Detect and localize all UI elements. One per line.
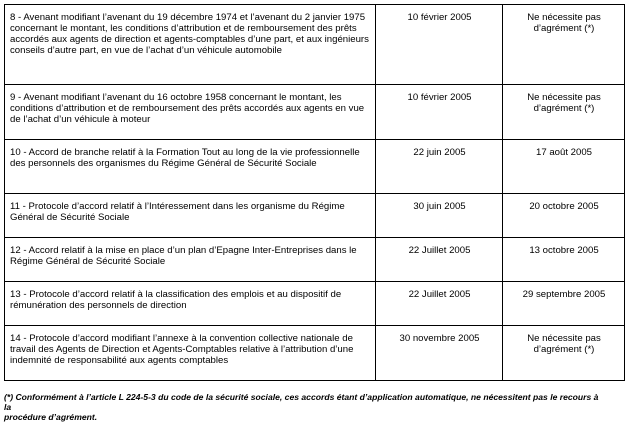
table-row [5,5,625,85]
table-row [5,326,625,381]
accord-date: 30 novembre 2005 [376,326,503,381]
accord-description: 8 - Avenant modifiant l’avenant du 19 décembre 1974 et l’avenant du 2 janvier 1975 concernant le montant, les conditions d’attribution et de remboursement des prêts accordés aux agents de direction et agents-comptables d’une part, et aux ingénieurs conseils d’autre part, en vue de l’achat d’un véhicule automobile [5,5,376,85]
table-row [5,238,625,282]
accord-date: 22 Juillet 2005 [376,282,503,326]
footnote: (*) Conformément à l’article L 224-5-3 du code de la sécurité sociale, ces accords étant d’application automatique, ne nécessitent pas le recours à la procédure d’agrément. [4,392,599,422]
agrement-status: 20 octobre 2005 [503,194,625,238]
accord-date: 10 février 2005 [376,5,503,85]
agrement-status: Ne nécessite pas d’agrément (*) [503,326,625,381]
agrement-status: 17 août 2005 [503,140,625,194]
accord-description: 10 - Accord de branche relatif à la Formation Tout au long de la vie professionnelle des personnels des organismes du Régime Général de Sécurité Sociale [5,140,376,194]
accord-date: 10 février 2005 [376,85,503,140]
table-row [5,194,625,238]
table-row [5,85,625,140]
agrement-status: Ne nécessite pas d’agrément (*) [503,85,625,140]
accord-date: 22 juin 2005 [376,140,503,194]
table-row [5,282,625,326]
agrement-status: 29 septembre 2005 [503,282,625,326]
table-row [5,140,625,194]
accord-description: 13 - Protocole d’accord relatif à la classification des emplois et au dispositif de rémunération des personnels de direction [5,282,376,326]
accord-description: 9 - Avenant modifiant l’avenant du 16 octobre 1958 concernant le montant, les conditions d’attribution et de remboursement des prêts accordés aux agents en vue de l’achat d’un véhicule à moteur [5,85,376,140]
agrement-status: Ne nécessite pas d’agrément (*) [503,5,625,85]
accord-date: 22 Juillet 2005 [376,238,503,282]
accord-description: 14 - Protocole d’accord modifiant l’annexe à la convention collective nationale de travail des Agents de Direction et Agents-Comptables relative à l’attribution d’une indemnité de responsabilité aux agents comptables [5,326,376,381]
agrement-status: 13 octobre 2005 [503,238,625,282]
accord-date: 30 juin 2005 [376,194,503,238]
accord-description: 11 - Protocole d’accord relatif à l’Intéressement dans les organisme du Régime Général de Sécurité Sociale [5,194,376,238]
accord-description: 12 - Accord relatif à la mise en place d’un plan d’Epagne Inter-Entreprises dans le Régime Général de Sécurité Sociale [5,238,376,282]
accords-table [4,4,625,381]
